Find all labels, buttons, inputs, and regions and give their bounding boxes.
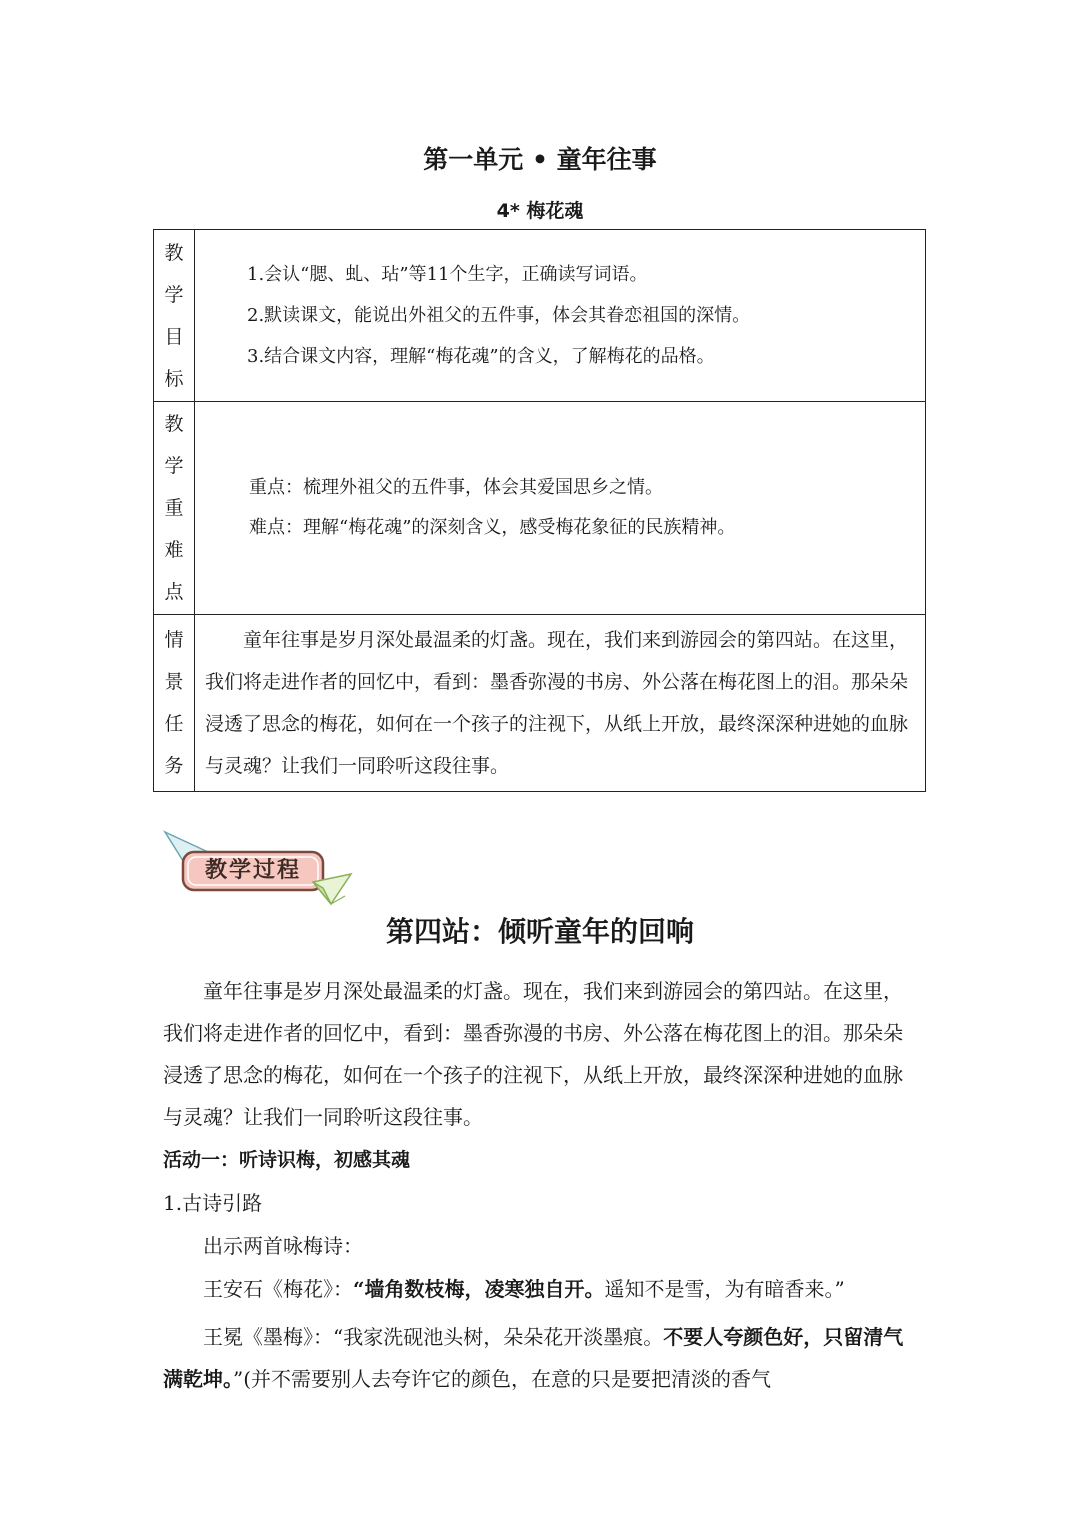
objectives-label-char: 目 bbox=[164, 325, 184, 348]
scenario-content: 童年往事是岁月深处最温柔的灯盏。现在，我们来到游园会的第四站。在这里，我们将走进作者的回忆中，看到：墨香弥漫的书房、外公落在梅花图上的泪。那朵朵浸透了思念的梅花，如何在一个孩子的注视下，从纸上开放，最终深深种进她的血脉与灵魂？让我们一同聆听这段往事。 bbox=[195, 615, 926, 792]
lesson-plan-table bbox=[153, 229, 926, 792]
poem-plum-blossom bbox=[163, 1272, 918, 1306]
key-point-item: 重点：梳理外祖父的五件事，体会其爱国思乡之情。 bbox=[249, 477, 663, 498]
activity-title: 活动一：听诗识梅，初感其魂 bbox=[163, 1149, 411, 1171]
objectives-row bbox=[154, 230, 926, 402]
unit-title: 第一单元 • 童年往事 bbox=[423, 145, 657, 174]
objective-item: 1.会认“腮、虬、玷”等11个生字，正确读写词语。 bbox=[247, 264, 648, 285]
key-points-label-char: 重 bbox=[164, 497, 184, 519]
poem-author: 王安石《梅花》： bbox=[203, 1277, 353, 1301]
key-point-item: 难点：理解“梅花魂”的深刻含义，感受梅花象征的民族精神。 bbox=[249, 517, 736, 538]
banner-text: 教学过程 bbox=[204, 858, 301, 883]
key-points-label-char: 学 bbox=[164, 455, 184, 477]
objectives-content bbox=[195, 230, 926, 402]
step-title: 1.古诗引路 bbox=[163, 1191, 263, 1215]
poem-lines: 遥知不是雪，为有暗香来。” bbox=[604, 1277, 845, 1301]
scenario-label-char: 任 bbox=[164, 713, 184, 735]
scenario-label-char: 情 bbox=[164, 629, 184, 651]
objectives-label-char: 标 bbox=[164, 367, 184, 390]
objectives-label-char: 教 bbox=[164, 241, 184, 264]
scenario-row bbox=[154, 615, 926, 792]
section-paragraph: 童年往事是岁月深处最温柔的灯盏。现在，我们来到游园会的第四站。在这里，我们将走进作者的回忆中，看到：墨香弥漫的书房、外公落在梅花图上的泪。那朵朵浸透了思念的梅花，如何在一个孩子的注视下，从纸上开放，最终深深种进她的血脉与灵魂？让我们一同聆听这段往事。 bbox=[163, 979, 903, 1129]
poem-lines: “我家洗砚池头树，朵朵花开淡墨痕。 bbox=[333, 1325, 664, 1349]
scenario-label-char: 务 bbox=[164, 755, 184, 777]
key-points-content bbox=[195, 402, 926, 615]
objectives-label-char: 学 bbox=[164, 283, 184, 306]
key-points-label-cell bbox=[154, 402, 195, 615]
key-points-label-char: 难 bbox=[164, 539, 184, 561]
objectives-label-cell bbox=[154, 230, 195, 402]
poem-ink-plum bbox=[163, 1316, 918, 1400]
objective-item: 2.默读课文，能说出外祖父的五件事，体会其眷恋祖国的深情。 bbox=[247, 305, 751, 326]
scenario-label-char: 景 bbox=[164, 671, 184, 693]
key-points-row bbox=[154, 402, 926, 615]
poem-author: 王冕《墨梅》： bbox=[203, 1325, 333, 1349]
scenario-label-cell bbox=[154, 615, 195, 792]
poem-bold-lines: “墙角数枝梅，凌寒独自开。 bbox=[353, 1277, 605, 1301]
key-points-label-char: 教 bbox=[164, 413, 184, 435]
key-points-label-char: 点 bbox=[164, 581, 184, 603]
poem-lines: ”(并不需要别人去夸许它的颜色，在意的只是要把清淡的香气 bbox=[233, 1367, 772, 1391]
section-title: 第四站：倾听童年的回响 bbox=[385, 915, 694, 948]
poem-intro: 出示两首咏梅诗： bbox=[203, 1234, 363, 1258]
lesson-title: 4* 梅花魂 bbox=[496, 200, 584, 222]
poem-bold-lines: 不要人夸颜色好，只留清气满乾坤。 bbox=[163, 1325, 904, 1391]
teaching-process-banner bbox=[163, 830, 353, 910]
objective-item: 3.结合课文内容，理解“梅花魂”的含义，了解梅花的品格。 bbox=[247, 346, 715, 367]
